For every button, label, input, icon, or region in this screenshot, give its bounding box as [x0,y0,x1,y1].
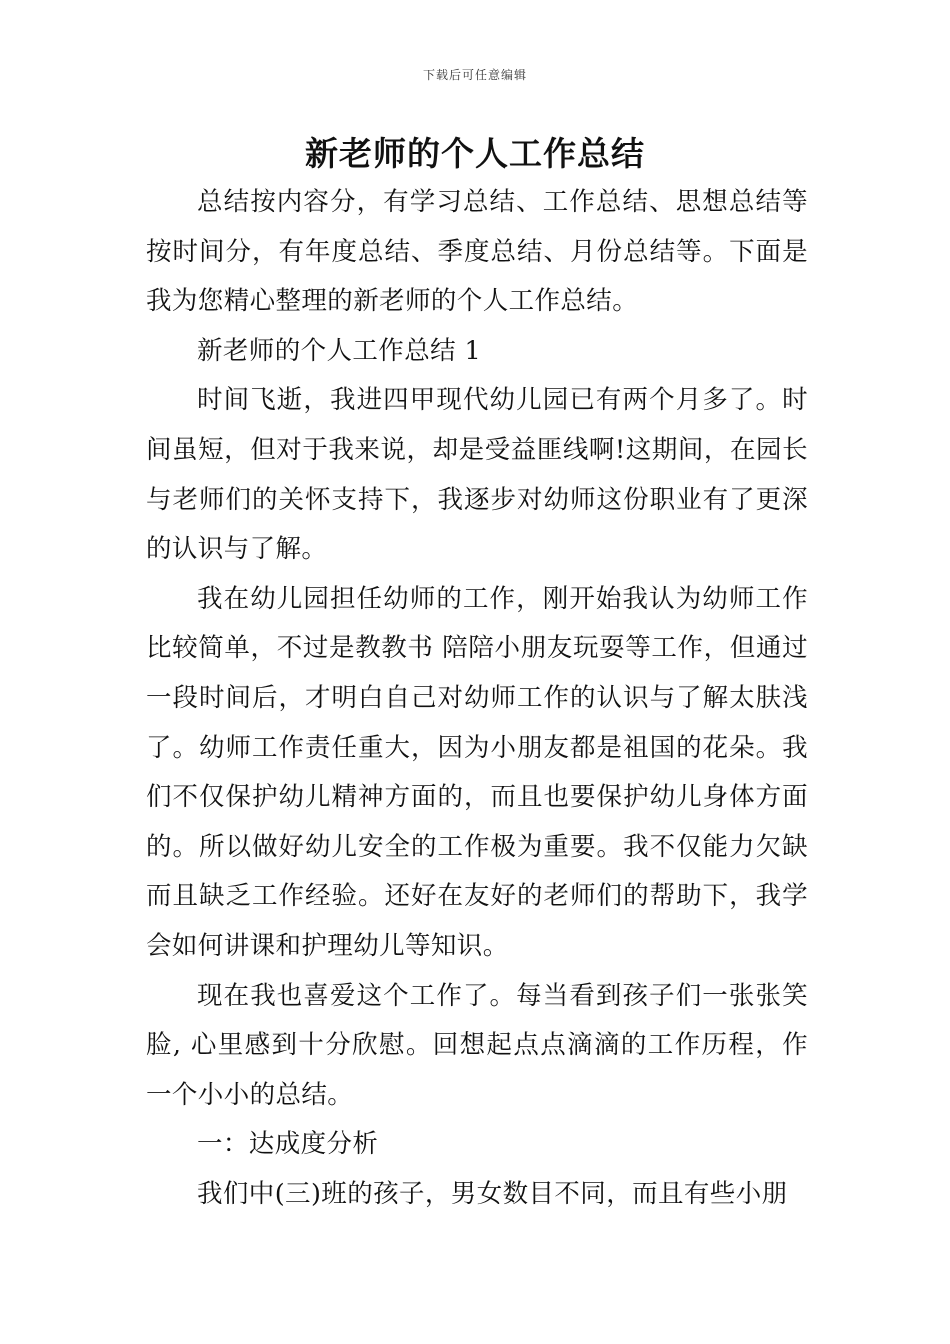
paragraph-intro: 总结按内容分，有学习总结、工作总结、思想总结等按时间分，有年度总结、季度总结、月份总结等。下面是我为您精心整理的新老师的个人工作总结。 [146,187,808,317]
document-body [146,178,808,1219]
paragraph-love-work: 现在我也喜爱这个工作了。每当看到孩子们一张张笑脸, 心里感到十分欣慰。回想起点点滴滴的工作历程，作一个小小的总结。 [146,980,808,1110]
paragraph-time-flies: 时间飞逝，我进四甲现代幼儿园已有两个月多了。时间虽短，但对于我来说，却是受益匪线啊!这期间，在园长与老师们的关怀支持下，我逐步对幼师这份职业有了更深的认识与了解。 [146,385,808,565]
subheading-analysis: 一：达成度分析 [197,1129,379,1160]
paragraph-role: 我在幼儿园担任幼师的工作，刚开始我认为幼师工作比较简单，不过是教教书 陪陪小朋友玩耍等工作，但通过一段时间后，才明白自己对幼师工作的认识与了解太肤浅了。幼师工作责任重大，因为小朋友都是祖国的花朵。我们不仅保护幼儿精神方面的，而且也要保护幼儿身体方面的。所以做好幼儿安全的工作极为重要。我不仅能力欠缺而且缺乏工作经验。还好在友好的老师们的帮助下，我学会如何讲课和护理幼儿等知识。 [146,583,808,961]
paragraph-class: 我们中(三)班的孩子，男女数目不同，而且有些小朋 [197,1178,788,1209]
header-note: 下载后可任意编辑 [422,68,527,82]
document-title: 新老师的个人工作总结 [305,134,645,173]
section-heading-1: 新老师的个人工作总结 1 [197,335,482,366]
